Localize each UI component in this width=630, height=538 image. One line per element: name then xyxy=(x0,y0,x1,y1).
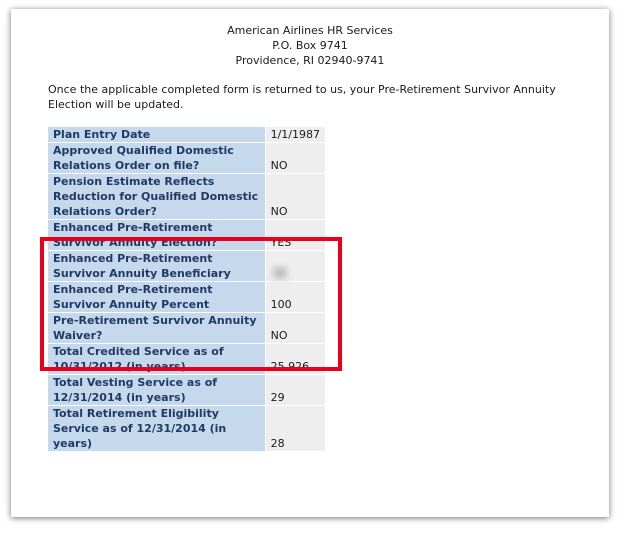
row-label: Total Credited Service as of 10/31/2012 (in years) xyxy=(48,344,265,374)
table-row xyxy=(48,344,325,374)
row-value: 29 xyxy=(266,375,325,405)
row-label: Pension Estimate Reflects Reduction for Qualified Domestic Relations Order? xyxy=(48,174,265,219)
row-value: 1/1/1987 xyxy=(266,127,325,142)
table-row xyxy=(48,251,325,281)
row-label: Total Retirement Eligibility Service as of 12/31/2014 (in years) xyxy=(48,406,265,451)
row-value: NO xyxy=(266,313,325,343)
row-label: Enhanced Pre-Retirement Survivor Annuity Beneficiary xyxy=(48,251,265,281)
table-row xyxy=(48,127,325,142)
intro-text: Once the applicable completed form is returned to us, your Pre-Retirement Survivor Annuity Election will be updated. xyxy=(48,83,556,111)
table-row xyxy=(48,174,325,219)
row-value: 100 xyxy=(266,282,325,312)
table-row xyxy=(48,220,325,250)
row-label: Approved Qualified Domestic Relations Order on file? xyxy=(48,143,265,173)
table-row xyxy=(48,313,325,343)
redacted-beneficiary xyxy=(271,265,289,281)
table-row xyxy=(48,406,325,451)
address-line-2: P.O. Box 9741 xyxy=(272,39,348,52)
row-label: Plan Entry Date xyxy=(48,127,265,142)
row-value: 28 xyxy=(266,406,325,451)
table-row xyxy=(48,375,325,405)
row-value: 25.926 xyxy=(266,344,325,374)
row-label: Enhanced Pre-Retirement Survivor Annuity Election? xyxy=(48,220,265,250)
mailing-address xyxy=(11,23,609,68)
row-value: YES xyxy=(266,220,325,250)
table-row xyxy=(48,143,325,173)
table-row xyxy=(48,282,325,312)
row-label: Total Vesting Service as of 12/31/2014 (in years) xyxy=(48,375,265,405)
row-value xyxy=(266,251,325,281)
address-line-1: American Airlines HR Services xyxy=(227,24,393,37)
pension-info-table xyxy=(47,126,326,452)
row-label: Pre-Retirement Survivor Annuity Waiver? xyxy=(48,313,265,343)
page-frame xyxy=(11,9,609,517)
row-value: NO xyxy=(266,143,325,173)
address-line-3: Providence, RI 02940-9741 xyxy=(235,54,385,67)
row-label: Enhanced Pre-Retirement Survivor Annuity Percent xyxy=(48,282,265,312)
row-value: NO xyxy=(266,174,325,219)
